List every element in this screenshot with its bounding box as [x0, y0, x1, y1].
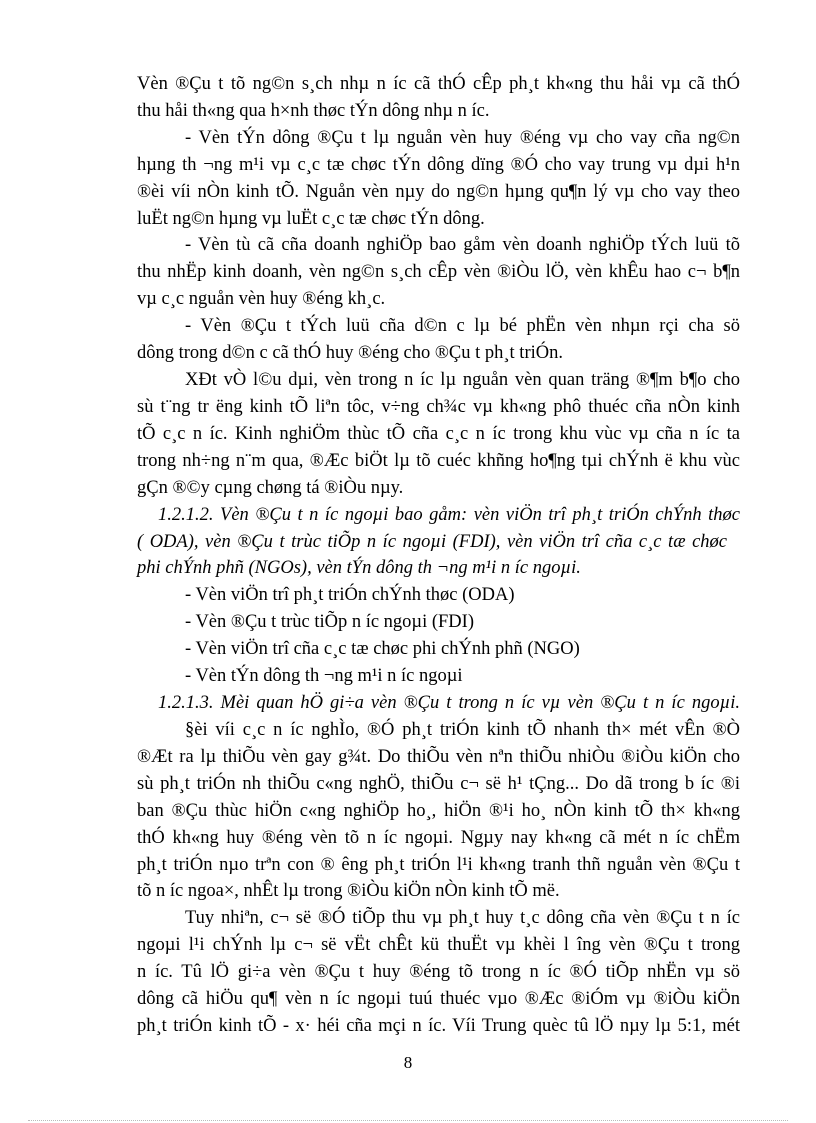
section-heading-continued: phi chÝnh phñ (NGOs), vèn tÝn dông th ¬ng m¹i n íc ngoµi. [137, 558, 581, 578]
body-line: XÐt vÒ l©u dµi, vèn trong n íc lµ nguån vèn quan träng ®¶m b¶o cho [185, 370, 740, 390]
body-line: Tuy nhiªn, c¬ së ®Ó tiÕp thu vµ ph¸t huy t¸c dông cña vèn ®Çu t n íc [185, 908, 740, 928]
list-item: - Vèn ®Çu t trùc tiÕp n íc ngoµi (FDI) [185, 612, 474, 632]
body-line: tÕ c¸c n íc. Kinh nghiÖm thùc tÕ cña c¸c n íc trong khu vùc vµ cña n íc ta [137, 424, 740, 444]
body-line: hµng th ¬ng m¹i vµ c¸c tæ chøc tÝn dông dïng ®Ó cho vay trung vµ dµi h¹n [137, 155, 740, 175]
body-line: dông trong d©n c cã thÓ huy ®éng cho ®Çu t ph¸t triÓn. [137, 343, 563, 363]
body-line: ban ®Çu thùc hiÖn c«ng nghiÖp ho¸, hiÖn ®¹i ho¸ nÒn kinh tÕ th× kh«ng [137, 801, 740, 821]
body-line: tõ n íc ngoa×, nhÊt lµ trong ®iÒu kiÖn nÒn kinh tÕ më. [137, 881, 560, 901]
body-line: thu håi th«ng qua h×nh thøc tÝn dông nhµ n íc. [137, 101, 490, 121]
list-item: - Vèn viÖn trî ph¸t triÓn chÝnh thøc (ODA) [185, 585, 515, 605]
body-line: gÇn ®©y cµng chøng tá ®iÒu nµy. [137, 478, 404, 498]
body-line: luËt ng©n hµng vµ luËt c¸c tæ chøc tÝn dông. [137, 209, 485, 229]
body-line: §èi víi c¸c n íc nghÌo, ®Ó ph¸t triÓn kinh tÕ nhanh th× mét vÊn ®Ò [185, 720, 740, 740]
body-line: trong nh÷ng n¨m qua, ®Æc biÖt lµ tõ cuéc khñng ho¶ng tµi chÝnh ë khu vùc [137, 451, 740, 471]
body-line: n íc. Tû lÖ gi÷a vèn ®Çu t huy ®éng tõ trong n íc ®Ó tiÕp nhËn vµ sö [137, 962, 740, 982]
body-line: sù ph¸t triÓn nh thiÕu c«ng nghÖ, thiÕu c¬ së h¹ tÇng... Do dã trong b íc ®i [137, 774, 740, 794]
body-line: - Vèn tÝn dông ®Çu t lµ nguån vèn huy ®éng vµ cho vay cña ng©n [185, 128, 740, 148]
section-heading-continued: ( ODA), vèn ®Çu t trùc tiÕp n íc ngoµi (FDI), vèn viÖn trî cña c¸c tæ chøc [137, 532, 727, 552]
page-bottom-divider [28, 1120, 788, 1121]
section-heading: 1.2.1.3. Mèi quan hÖ gi÷a vèn ®Çu t trong n íc vµ vèn ®Çu t n íc ngoµi. [158, 693, 740, 713]
section-heading: 1.2.1.2. Vèn ®Çu t n íc ngoµi bao gåm: vèn viÖn trî ph¸t triÓn chÝnh thøc [158, 505, 740, 525]
list-item: - Vèn tÝn dông th ¬ng m¹i n íc ngoµi [185, 666, 463, 686]
body-line: sù t¨ng tr ëng kinh tÕ liªn tôc, v÷ng ch¾c vµ kh«ng phô thuéc cña nÒn kinh [137, 397, 740, 417]
body-line: thu nhËp kinh doanh, vèn ng©n s¸ch cÊp vèn ®iÒu lÖ, vèn khÊu hao c¬ b¶n [137, 262, 740, 282]
body-line: vµ c¸c nguån vèn huy ®éng kh¸c. [137, 289, 386, 309]
body-line: ®èi víi nÒn kinh tÕ. Nguån vèn nµy do ng©n hµng qu¶n lý vµ cho vay theo [137, 182, 740, 202]
body-line: ph¸t triÓn kinh tÕ - x· héi cña mçi n íc. Víi Trung quèc tû lÖ nµy lµ 5:1, mét [137, 1016, 740, 1036]
body-line: - Vèn tù cã cña doanh nghiÖp bao gåm vèn doanh nghiÖp tÝch luü tõ [185, 235, 740, 255]
list-item: - Vèn viÖn trî cña c¸c tæ chøc phi chÝnh phñ (NGO) [185, 639, 580, 659]
body-line: Vèn ®Çu t tõ ng©n s¸ch nhµ n íc cã thÓ cÊp ph¸t kh«ng thu håi vµ cã thÓ [137, 74, 740, 94]
body-line: thÓ kh«ng huy ®éng vèn tõ n íc ngoµi. Ngµy nay kh«ng cã mét n íc chËm [137, 828, 740, 848]
body-line: ®Æt ra lµ thiÕu vèn gay g¾t. Do thiÕu vèn nªn thiÕu nhiÒu ®iÒu kiÖn cho [137, 747, 740, 767]
body-line: dông cã hiÖu qu¶ vèn n íc ngoµi tuú thuéc vµo ®Æc ®iÓm vµ ®iÒu kiÖn [137, 989, 740, 1009]
page-number: 8 [403, 1053, 413, 1072]
body-line: ph¸t triÓn nµo trªn con ® êng ph¸t triÓn l¹i kh«ng tranh thñ nguån vèn ®Çu t [137, 855, 740, 875]
body-line: - Vèn ®Çu t tÝch luü cña d©n c lµ bé phËn vèn nhµn rçi cha sö [185, 316, 740, 336]
body-line: ngoµi l¹i chÝnh lµ c¬ së vËt chÊt kü thuËt vµ khèi l îng vèn ®Çu t trong [137, 935, 740, 955]
